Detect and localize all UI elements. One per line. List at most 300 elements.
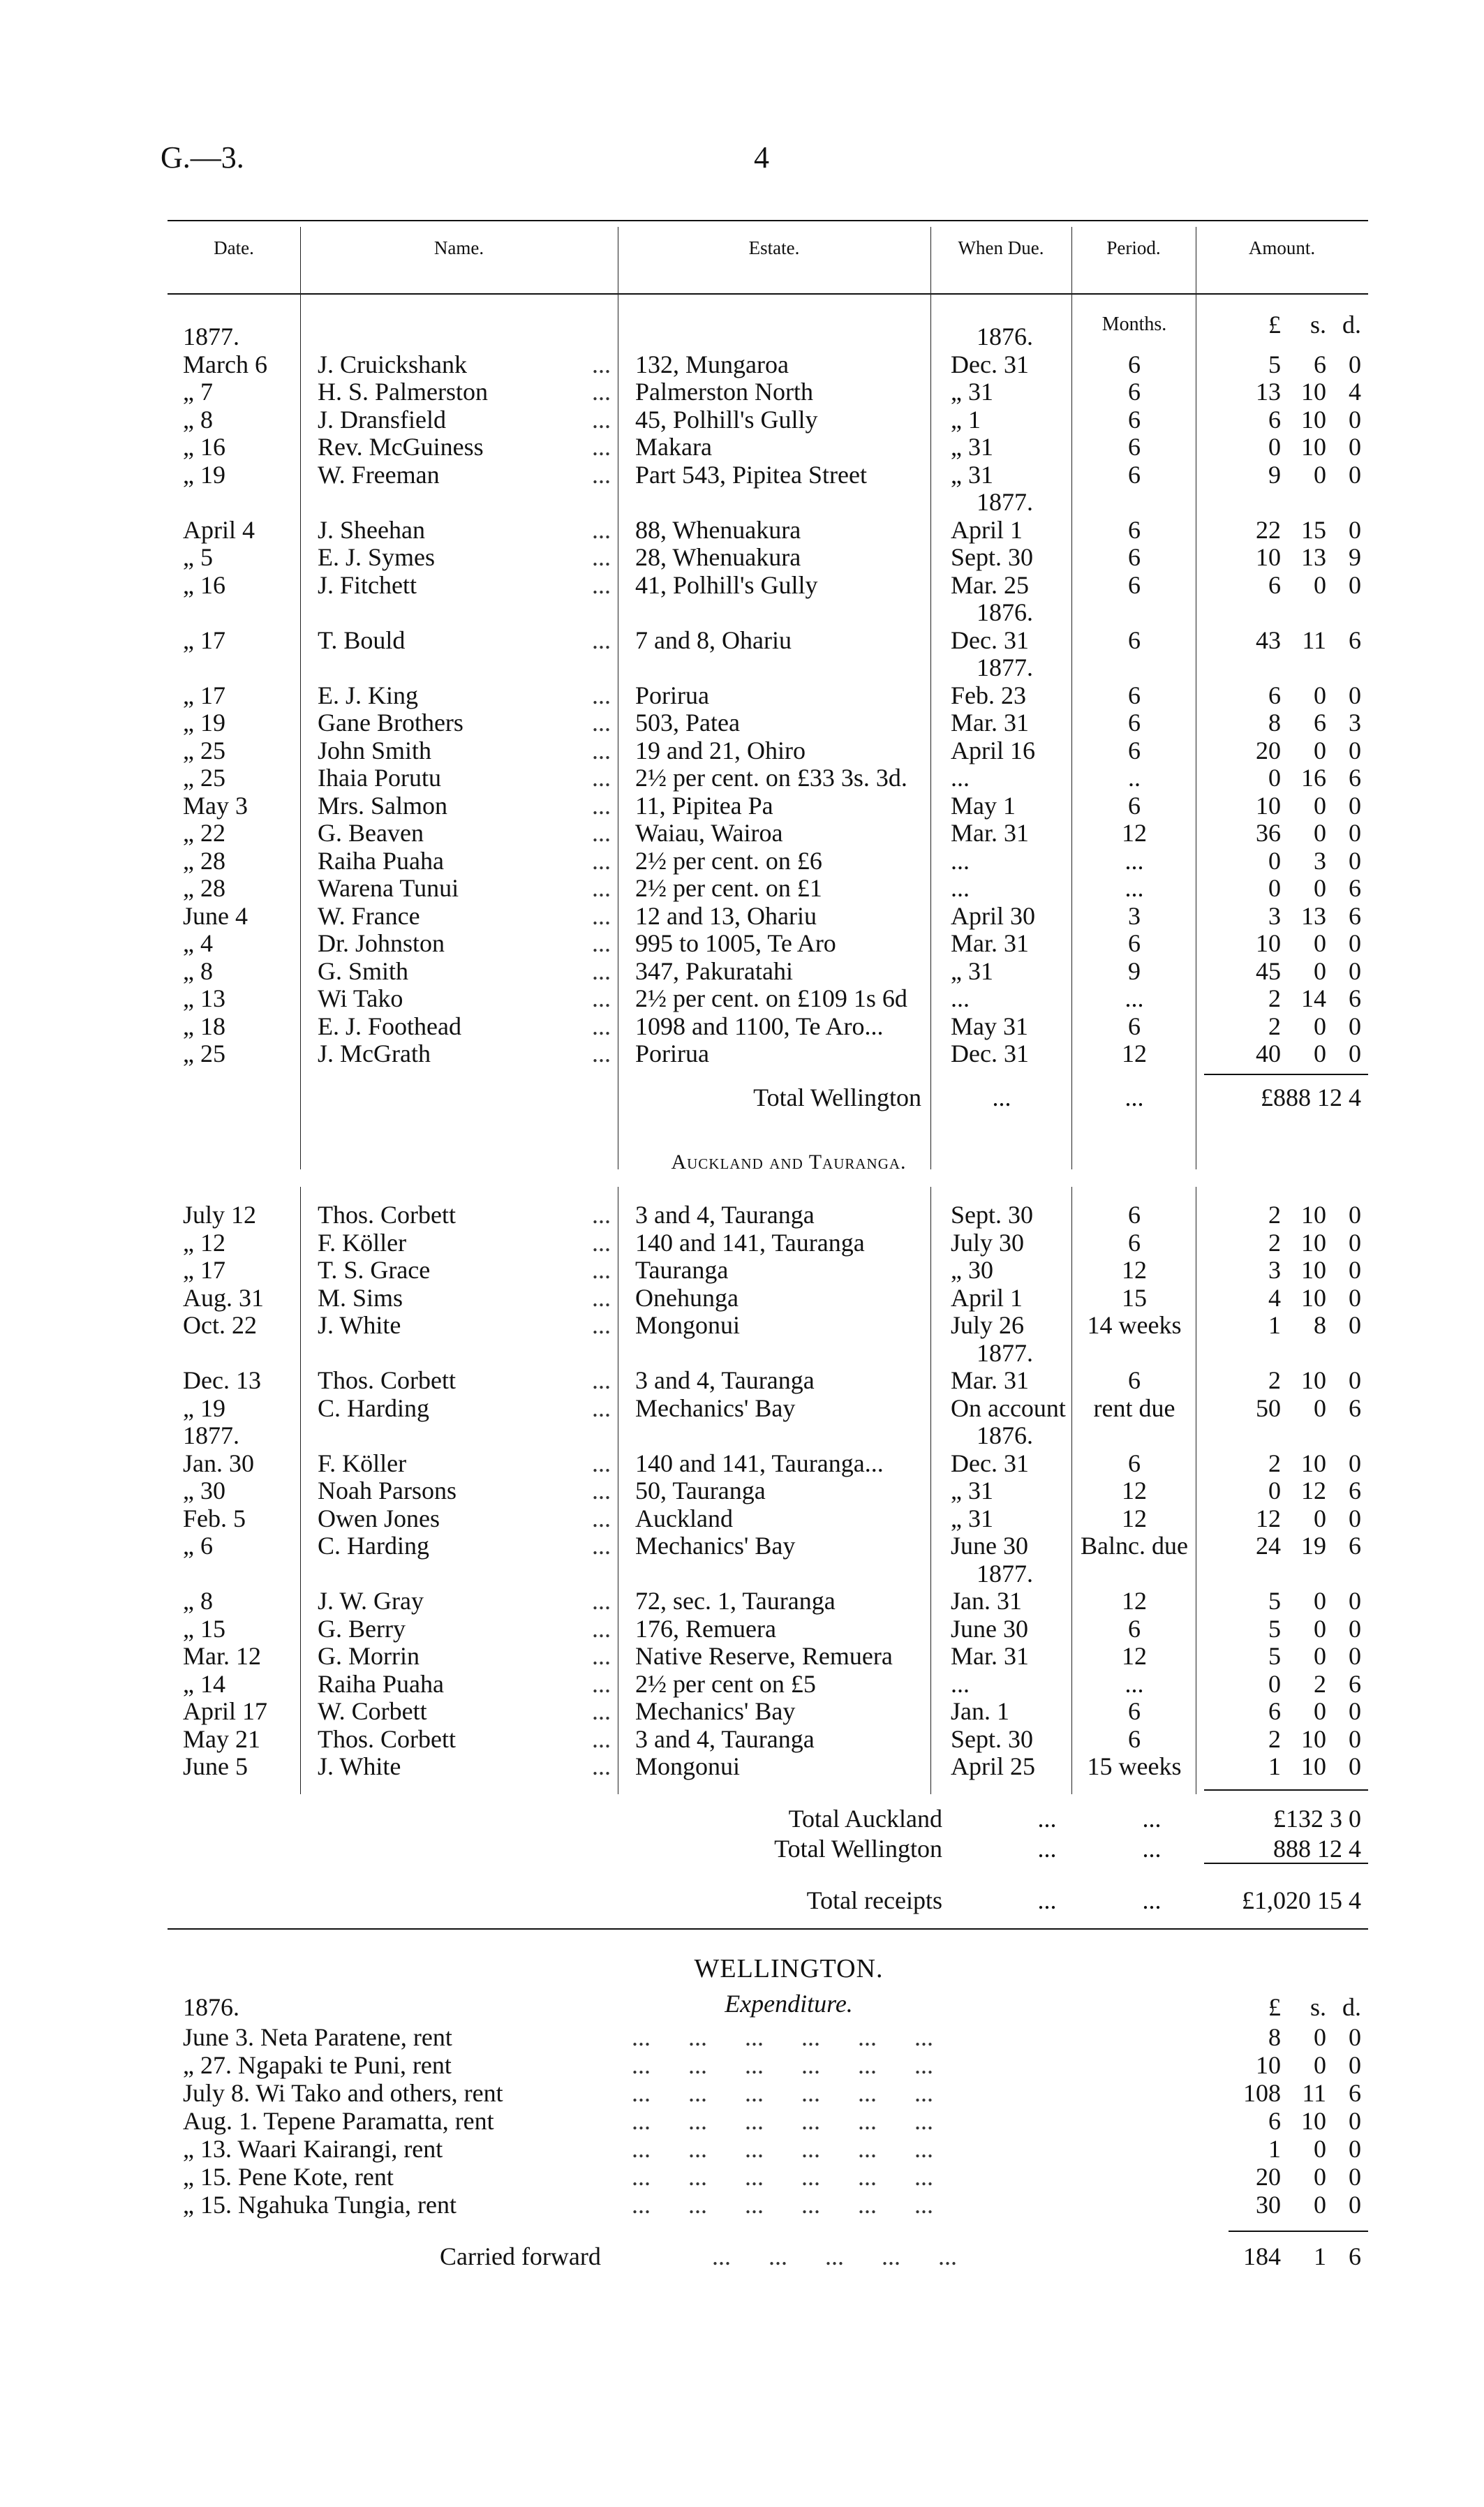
row-estate: Onehunga [635, 1283, 739, 1312]
row-pounds: 2 [1268, 1201, 1281, 1229]
total-amount: £132 3 0 [1273, 1805, 1361, 1833]
column-divider [1071, 1187, 1072, 1794]
row-due: Jan. 31 [951, 1587, 1022, 1615]
leader-dots: ... [592, 846, 611, 875]
row-period: 6 [1128, 791, 1141, 820]
row-name: Wi Tako [318, 984, 403, 1012]
expenditure-shillings: 0 [1314, 2135, 1326, 2163]
row-shillings: 0 [1314, 1614, 1326, 1643]
row-due: „ 31 [951, 460, 993, 489]
row-name: J. Dransfield [318, 405, 446, 434]
row-period: 6 [1128, 570, 1141, 599]
row-shillings: 12 [1301, 1477, 1326, 1504]
row-name: H. S. Palmerston [318, 378, 489, 406]
row-name: W. Freeman [318, 460, 440, 489]
expenditure-pence: 0 [1349, 2163, 1361, 2191]
row-name: John Smith [318, 736, 432, 764]
row-shillings: 10 [1301, 433, 1326, 461]
row-pounds: 2 [1268, 1012, 1281, 1040]
row-shillings: 0 [1314, 570, 1326, 599]
row-due: Mar. 25 [951, 570, 1029, 599]
row-pounds: 22 [1256, 515, 1281, 544]
carried-rule [1229, 2231, 1368, 2232]
row-pounds: 2 [1268, 1228, 1281, 1257]
row-period: 6 [1128, 460, 1141, 489]
row-due: Sept. 30 [951, 1201, 1034, 1229]
leader-dots: ... [592, 350, 611, 378]
expenditure-pounds: 8 [1268, 2023, 1281, 2051]
row-date: „ 7 [183, 378, 213, 406]
column-divider [1071, 227, 1072, 1169]
row-estate: 140 and 141, Tauranga... [635, 1449, 884, 1477]
row-period: 3 [1128, 901, 1141, 930]
row-period: 6 [1128, 515, 1141, 544]
leader-dots: ... [592, 1256, 611, 1284]
row-due: April 30 [951, 901, 1035, 930]
row-period: 6 [1128, 1614, 1141, 1643]
leader-dots: ... [592, 1642, 611, 1670]
row-date: „ 12 [183, 1228, 225, 1257]
row-pence: 0 [1349, 405, 1361, 434]
expenditure-shillings: 0 [1314, 2023, 1326, 2051]
expenditure-label: „ 27. Ngapaki te Puni, rent [183, 2051, 452, 2079]
leader-dots: ... [592, 1366, 611, 1394]
row-name: G. Smith [318, 956, 409, 985]
row-due: „ 31 [951, 433, 993, 461]
row-shillings: 10 [1301, 378, 1326, 406]
row-period: 6 [1128, 378, 1141, 406]
row-pence: 0 [1349, 1228, 1361, 1257]
row-pence: 0 [1349, 1504, 1361, 1532]
expenditure-pence: 0 [1349, 2051, 1361, 2079]
row-date: Oct. 22 [183, 1311, 257, 1339]
row-pounds: 2 [1268, 984, 1281, 1012]
row-name: Owen Jones [318, 1504, 440, 1532]
row-shillings: 0 [1314, 1587, 1326, 1615]
row-shillings: 10 [1301, 1752, 1326, 1780]
row-shillings: 15 [1301, 515, 1326, 544]
row-due: „ 31 [951, 956, 993, 985]
total-label: Total receipts [806, 1886, 942, 1914]
row-pounds: 10 [1256, 791, 1281, 820]
row-estate: Part 543, Pipitea Street [635, 460, 867, 489]
row-estate: 50, Tauranga [635, 1477, 766, 1504]
expenditure-heading: WELLINGTON. [694, 1954, 884, 1983]
row-date: „ 4 [183, 929, 213, 957]
row-pence: 0 [1349, 1366, 1361, 1394]
leader-dots: ... ... ... ... ... ... [632, 2051, 933, 2079]
row-shillings: 0 [1314, 1040, 1326, 1067]
row-pounds: 40 [1256, 1040, 1281, 1067]
row-pounds: 0 [1268, 1477, 1281, 1504]
row-name: Thos. Corbett [318, 1201, 456, 1229]
row-pounds: 20 [1256, 736, 1281, 764]
wellington-total-due: ... [992, 1084, 1011, 1111]
expenditure-subheading: Expenditure. [725, 1990, 853, 2018]
row-date: „ 25 [183, 736, 225, 764]
row-date: „ 22 [183, 819, 225, 847]
row-due: April 16 [951, 736, 1035, 764]
row-name: Dr. Johnston [318, 929, 445, 957]
total-due: ... [1037, 1835, 1057, 1863]
row-shillings: 2 [1314, 1669, 1326, 1698]
leader-dots: ... [592, 984, 611, 1012]
row-shillings: 10 [1301, 1283, 1326, 1312]
total-rule [1204, 1074, 1368, 1075]
row-due: „ 1 [951, 405, 981, 434]
leader-dots: ... [592, 1587, 611, 1615]
column-header-period: Period. [1106, 237, 1161, 258]
row-name: J. White [318, 1752, 401, 1780]
row-date: „ 28 [183, 846, 225, 875]
row-name: Warena Tunui [318, 874, 459, 902]
row-pence: 0 [1349, 1724, 1361, 1753]
row-pence: 0 [1349, 1449, 1361, 1477]
row-estate: 12 and 13, Ohariu [635, 901, 817, 930]
row-period: 6 [1128, 681, 1141, 709]
leader-dots: ... [592, 956, 611, 985]
row-pounds: 10 [1256, 929, 1281, 957]
row-period: 6 [1128, 1724, 1141, 1753]
row-estate: 140 and 141, Tauranga [635, 1228, 865, 1257]
row-date: „ 17 [183, 626, 225, 654]
leader-dots: ... [592, 1201, 611, 1229]
due-year: 1877. [977, 1338, 1033, 1367]
row-date: „ 15 [183, 1614, 225, 1643]
row-pence: 0 [1349, 956, 1361, 985]
page-number: 4 [754, 140, 769, 175]
row-period: rent due [1093, 1393, 1175, 1422]
row-name: E. J. King [318, 681, 418, 709]
row-estate: 1098 and 1100, Te Aro... [635, 1012, 884, 1040]
leader-dots: ... [592, 1228, 611, 1257]
expenditure-label: „ 13. Waari Kairangi, rent [183, 2135, 443, 2163]
row-estate: 2½ per cent. on £6 [635, 846, 822, 875]
expenditure-shillings: 0 [1314, 2051, 1326, 2079]
exp-pounds-unit: £ [1268, 1993, 1281, 2021]
row-shillings: 3 [1314, 846, 1326, 875]
row-pounds: 36 [1256, 819, 1281, 847]
row-shillings: 8 [1314, 1311, 1326, 1339]
row-date: Feb. 5 [183, 1504, 246, 1532]
row-estate: 72, sec. 1, Tauranga [635, 1587, 836, 1615]
leader-dots: ... [592, 736, 611, 764]
row-shillings: 0 [1314, 819, 1326, 847]
leader-dots: ... [592, 681, 611, 709]
row-name: G. Berry [318, 1614, 406, 1643]
column-header-when-due: When Due. [958, 237, 1044, 258]
row-shillings: 16 [1301, 764, 1326, 792]
row-estate: Mechanics' Bay [635, 1532, 796, 1560]
row-date: „ 17 [183, 1256, 225, 1284]
row-pounds: 2 [1268, 1449, 1281, 1477]
row-pounds: 6 [1268, 681, 1281, 709]
row-due: Dec. 31 [951, 1449, 1029, 1477]
leader-dots: ... ... ... ... ... ... [632, 2135, 933, 2163]
row-shillings: 11 [1302, 626, 1326, 654]
row-date: „ 16 [183, 570, 225, 599]
row-estate: 88, Whenuakura [635, 515, 801, 544]
row-pence: 0 [1349, 1201, 1361, 1229]
row-date: „ 14 [183, 1669, 225, 1698]
row-name: M. Sims [318, 1283, 403, 1312]
row-due: ... [951, 846, 970, 875]
due-year: 1877. [977, 653, 1033, 681]
row-period: 12 [1122, 1587, 1147, 1615]
carried-pence: 6 [1349, 2242, 1361, 2270]
row-pence: 0 [1349, 1587, 1361, 1615]
leader-dots: ... [592, 1012, 611, 1040]
total-period: ... [1142, 1835, 1162, 1863]
row-shillings: 10 [1301, 1256, 1326, 1284]
row-pounds: 5 [1268, 1614, 1281, 1643]
row-due: „ 31 [951, 1477, 993, 1504]
row-shillings: 0 [1314, 1642, 1326, 1670]
row-name: J. Cruickshank [318, 350, 467, 378]
leader-dots: ... [592, 1669, 611, 1698]
row-pounds: 5 [1268, 1587, 1281, 1615]
due-year: 1876. [977, 598, 1033, 626]
row-due: Sept. 30 [951, 543, 1034, 571]
row-name: J. W. Gray [318, 1587, 424, 1615]
leader-dots: ... ... ... ... ... ... [632, 2163, 933, 2191]
row-date: „ 8 [183, 405, 213, 434]
column-header-date: Date. [214, 237, 254, 258]
column-header-estate: Estate. [748, 237, 800, 258]
expenditure-year: 1876. [183, 1993, 239, 2021]
row-due: Mar. 31 [951, 1366, 1029, 1394]
leader-dots: ... ... ... ... ... ... [632, 2079, 933, 2107]
row-estate: Mongonui [635, 1311, 741, 1339]
expenditure-pounds: 1 [1268, 2135, 1281, 2163]
leader-dots: ... [592, 1283, 611, 1312]
period-unit: Months. [1101, 313, 1167, 335]
leader-dots: ... [592, 764, 611, 792]
due-year: 1876. [977, 1421, 1033, 1449]
due-year: 1877. [977, 488, 1033, 516]
row-period: ... [1125, 984, 1144, 1012]
row-due: April 25 [951, 1752, 1035, 1780]
row-pence: 0 [1349, 791, 1361, 820]
row-shillings: 0 [1314, 681, 1326, 709]
row-pounds: 5 [1268, 1642, 1281, 1670]
leader-dots: ... [592, 1504, 611, 1532]
row-shillings: 10 [1301, 405, 1326, 434]
date-year: 1877. [183, 1421, 239, 1449]
row-estate: Mongonui [635, 1752, 741, 1780]
leader-dots: ... [592, 1477, 611, 1504]
total-due: ... [1037, 1805, 1057, 1833]
row-period: 6 [1128, 709, 1141, 737]
leader-dots: ... [592, 433, 611, 461]
row-due: July 26 [951, 1311, 1025, 1339]
row-name: F. Köller [318, 1449, 407, 1477]
row-pence: 6 [1349, 1477, 1361, 1504]
row-date: „ 17 [183, 681, 225, 709]
row-due: ... [951, 874, 970, 902]
row-name: Gane Brothers [318, 709, 463, 737]
row-date: May 21 [183, 1724, 260, 1753]
row-date: Jan. 30 [183, 1449, 254, 1477]
expenditure-label: „ 15. Ngahuka Tungia, rent [183, 2191, 457, 2219]
row-estate: Mechanics' Bay [635, 1393, 796, 1422]
row-name: Raiha Puaha [318, 846, 444, 875]
leader-dots: ... [592, 570, 611, 599]
expenditure-pounds: 30 [1256, 2191, 1281, 2219]
row-estate: 3 and 4, Tauranga [635, 1366, 815, 1394]
row-name: J. Fitchett [318, 570, 417, 599]
row-name: Rev. McGuiness [318, 433, 484, 461]
row-due: ... [951, 984, 970, 1012]
row-pounds: 3 [1268, 901, 1281, 930]
leader-dots: ... [592, 819, 611, 847]
row-shillings: 10 [1301, 1366, 1326, 1394]
leader-dots: ... [592, 460, 611, 489]
expenditure-pounds: 108 [1243, 2079, 1281, 2107]
due-year: 1877. [977, 1559, 1033, 1588]
row-period: 12 [1122, 1504, 1147, 1532]
row-pence: 0 [1349, 1283, 1361, 1312]
row-pence: 0 [1349, 846, 1361, 875]
row-pounds: 24 [1256, 1532, 1281, 1560]
row-period: ... [1125, 846, 1144, 875]
row-pounds: 6 [1268, 1697, 1281, 1725]
row-estate: 28, Whenuakura [635, 543, 801, 571]
row-name: Ihaia Porutu [318, 764, 441, 792]
row-name: F. Köller [318, 1228, 407, 1257]
column-header-amount: Amount. [1248, 237, 1316, 258]
total-rule [1204, 1789, 1368, 1791]
leader-dots: ... ... ... ... ... [712, 2242, 957, 2270]
row-name: J. McGrath [318, 1040, 431, 1067]
row-date: March 6 [183, 350, 267, 378]
row-pence: 0 [1349, 1642, 1361, 1670]
row-date: „ 5 [183, 543, 213, 571]
shillings-unit: s. [1309, 311, 1326, 339]
row-due: Mar. 31 [951, 709, 1029, 737]
row-shillings: 19 [1301, 1532, 1326, 1560]
row-shillings: 0 [1314, 874, 1326, 902]
row-date: July 12 [183, 1201, 257, 1229]
leader-dots: ... [592, 1614, 611, 1643]
row-estate: 347, Pakuratahi [635, 956, 793, 985]
row-date: Mar. 12 [183, 1642, 261, 1670]
row-due: Mar. 31 [951, 929, 1029, 957]
row-pounds: 50 [1256, 1393, 1281, 1422]
leader-dots: ... [592, 515, 611, 544]
row-pence: 0 [1349, 433, 1361, 461]
row-shillings: 10 [1301, 1724, 1326, 1753]
row-estate: Waiau, Wairoa [635, 819, 783, 847]
leader-dots: ... [592, 1752, 611, 1780]
leader-dots: ... [592, 405, 611, 434]
row-date: „ 19 [183, 460, 225, 489]
row-name: Thos. Corbett [318, 1724, 456, 1753]
row-name: T. Bould [318, 626, 406, 654]
row-pounds: 0 [1268, 846, 1281, 875]
row-period: Balnc. due [1081, 1532, 1188, 1560]
row-name: E. J. Symes [318, 543, 436, 571]
row-estate: Mechanics' Bay [635, 1697, 796, 1725]
column-header-name: Name. [433, 237, 484, 258]
row-name: Noah Parsons [318, 1477, 457, 1504]
row-estate: Auckland [635, 1504, 733, 1532]
row-pence: 0 [1349, 570, 1361, 599]
auckland-heading: Auckland and Tauranga. [671, 1151, 907, 1174]
expenditure-pounds: 6 [1268, 2107, 1281, 2135]
leader-dots: ... [592, 874, 611, 902]
row-shillings: 10 [1301, 1449, 1326, 1477]
leader-dots: ... [592, 929, 611, 957]
row-name: T. S. Grace [318, 1256, 431, 1284]
row-due: April 1 [951, 515, 1023, 544]
row-date: April 17 [183, 1697, 267, 1725]
leader-dots: ... [592, 1040, 611, 1067]
leader-dots: ... ... ... ... ... ... [632, 2107, 933, 2135]
row-date: „ 19 [183, 709, 225, 737]
row-estate: 3 and 4, Tauranga [635, 1201, 815, 1229]
row-period: 6 [1128, 350, 1141, 378]
row-date: „ 6 [183, 1532, 213, 1560]
expenditure-shillings: 10 [1301, 2107, 1326, 2135]
row-period: 6 [1128, 405, 1141, 434]
row-pence: 0 [1349, 929, 1361, 957]
leader-dots: ... [592, 1311, 611, 1339]
row-date: June 4 [183, 901, 248, 930]
row-estate: 19 and 21, Ohiro [635, 736, 806, 764]
leader-dots: ... [592, 626, 611, 654]
table-header-rule [168, 293, 1368, 295]
leader-dots: ... [592, 1697, 611, 1725]
leader-dots: ... [592, 378, 611, 406]
section-rule [168, 1928, 1368, 1930]
row-period: 15 [1122, 1283, 1147, 1312]
carried-forward-label: Carried forward [440, 2242, 601, 2270]
row-name: G. Morrin [318, 1642, 420, 1670]
row-pounds: 6 [1268, 405, 1281, 434]
row-estate: 41, Polhill's Gully [635, 570, 818, 599]
row-pounds: 0 [1268, 1669, 1281, 1698]
row-date: „ 28 [183, 874, 225, 902]
leader-dots: ... [592, 543, 611, 571]
row-pounds: 10 [1256, 543, 1281, 571]
row-shillings: 0 [1314, 1393, 1326, 1422]
row-pounds: 45 [1256, 956, 1281, 985]
row-pence: 0 [1349, 350, 1361, 378]
total-amount: 888 12 4 [1273, 1835, 1361, 1863]
expenditure-pence: 6 [1349, 2079, 1361, 2107]
row-name: Raiha Puaha [318, 1669, 444, 1698]
row-due: „ 31 [951, 378, 993, 406]
row-estate: 3 and 4, Tauranga [635, 1724, 815, 1753]
row-pence: 0 [1349, 736, 1361, 764]
row-estate: Native Reserve, Remuera [635, 1642, 893, 1670]
row-shillings: 10 [1301, 1228, 1326, 1257]
row-due: May 31 [951, 1012, 1028, 1040]
row-name: C. Harding [318, 1393, 429, 1422]
wellington-total-label: Total Wellington [753, 1084, 921, 1111]
exp-pence-unit: d. [1342, 1993, 1361, 2021]
row-estate: 503, Patea [635, 709, 740, 737]
row-period: ... [1125, 1669, 1144, 1698]
row-date: April 4 [183, 515, 255, 544]
row-pence: 6 [1349, 901, 1361, 930]
row-period: 15 weeks [1087, 1752, 1182, 1780]
leader-dots: ... [592, 709, 611, 737]
row-due: Feb. 23 [951, 681, 1026, 709]
row-period: 6 [1128, 1366, 1141, 1394]
row-estate: 2½ per cent on £5 [635, 1669, 816, 1698]
